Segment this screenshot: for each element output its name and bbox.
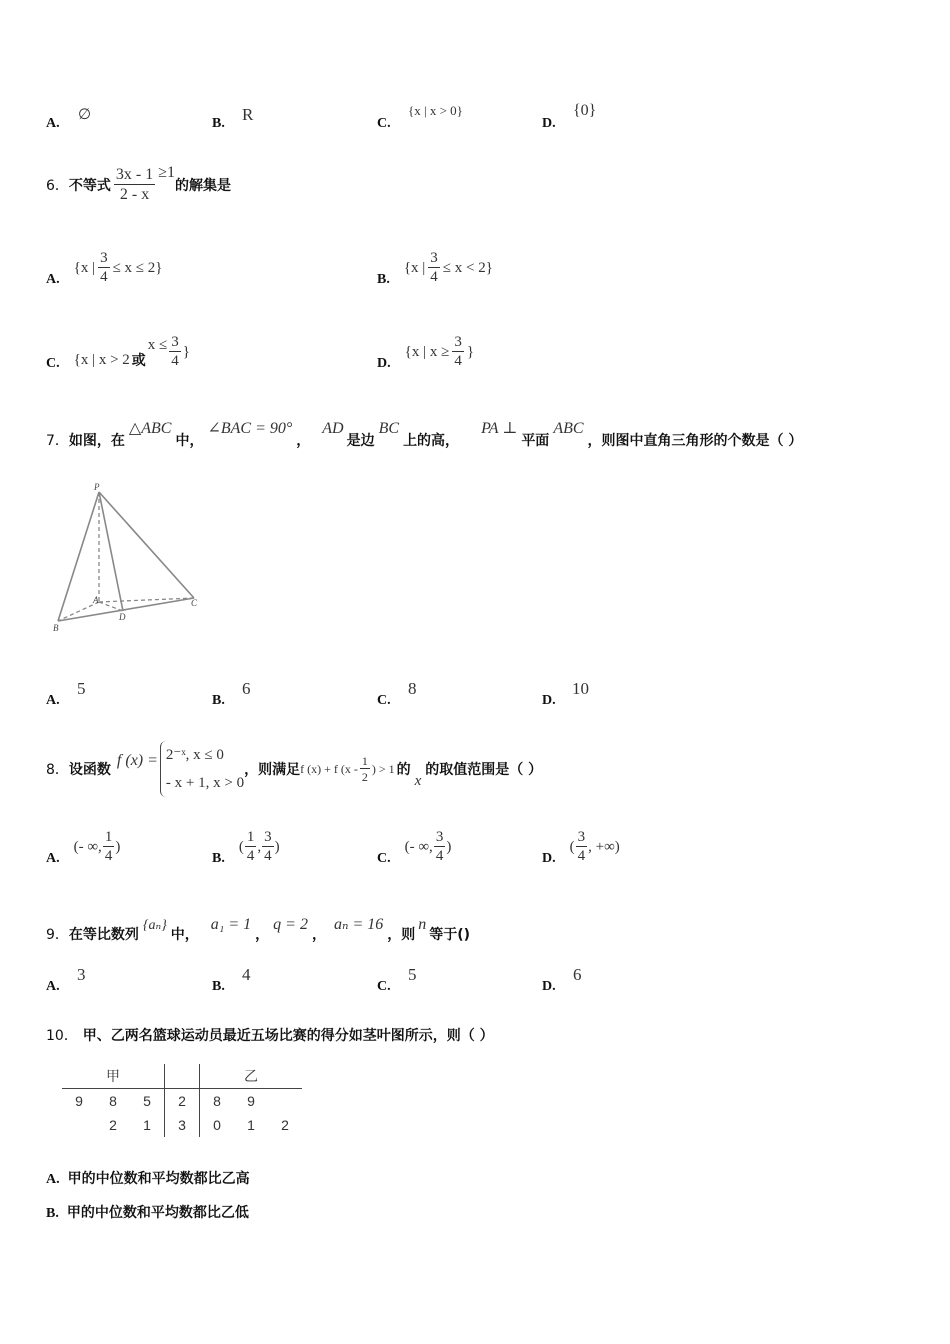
q9-option-b-value: 4 bbox=[242, 965, 251, 984]
q7-options bbox=[0, 676, 950, 716]
q8-option-b-num-1: 1 bbox=[246, 829, 255, 845]
q6-option-b-num: 3 bbox=[430, 250, 438, 266]
q7-math-abc: ABC bbox=[553, 420, 584, 437]
q6-option-b-post: ≤ x < 2} bbox=[442, 259, 493, 276]
q10-option-a-value: 甲的中位数和平均数都比乙高 bbox=[67, 1171, 250, 1187]
q6-option-d-post: } bbox=[466, 343, 475, 360]
q6-option-c-or: 或 bbox=[131, 353, 146, 369]
q8-stem bbox=[46, 738, 542, 800]
q9-option-c-value: 5 bbox=[408, 965, 417, 984]
q6-option-c-den: 4 bbox=[171, 353, 179, 369]
q10-text: 甲、乙两名篮球运动员最近五场比赛的得分如茎叶图所示，则（ ） bbox=[82, 1028, 494, 1044]
q9-text-4: ， bbox=[311, 927, 326, 943]
q6-text-after: 的解集是 bbox=[175, 178, 232, 194]
leaf-right: 2 bbox=[281, 1117, 289, 1133]
q5-option-a-value: ∅ bbox=[78, 107, 92, 123]
q6-option-c-pre2: x ≤ bbox=[147, 336, 168, 353]
q7-math-pa: PA ⊥ bbox=[481, 420, 518, 437]
q10-option-b-value: 甲的中位数和平均数都比乙低 bbox=[66, 1205, 249, 1221]
stem: 2 bbox=[165, 1089, 200, 1114]
q8-option-b-den-1: 4 bbox=[246, 848, 255, 864]
q8-case-2: - x + 1, x > 0 bbox=[165, 775, 245, 791]
q8-option-a-den: 4 bbox=[104, 848, 113, 864]
edge-bc bbox=[58, 598, 194, 621]
point-p-label: P bbox=[94, 482, 100, 492]
stem: 3 bbox=[165, 1113, 200, 1137]
q7-math-bc: BC bbox=[378, 420, 400, 437]
q9-text-5: ，则 bbox=[387, 927, 416, 943]
q6-option-b-label: B. bbox=[377, 272, 390, 287]
q7-option-d-label: D. bbox=[542, 693, 556, 708]
q8-option-d-den: 4 bbox=[577, 848, 586, 864]
q8-condition-pre: f (x) + f (x - bbox=[300, 761, 358, 776]
q6-option-a-post: ≤ x ≤ 2} bbox=[112, 259, 163, 276]
q10-option-a-label: A. bbox=[46, 1172, 60, 1187]
q9-option-d-label: D. bbox=[542, 979, 556, 994]
q7-option-c-label: C. bbox=[377, 693, 391, 708]
q7-text-6: 平面 bbox=[521, 433, 550, 449]
stem-leaf-header-stem bbox=[165, 1064, 200, 1089]
q7-math-ad: AD bbox=[322, 420, 344, 437]
q8-option-c-num: 3 bbox=[435, 829, 444, 845]
q8-option-b-post: ) bbox=[274, 838, 280, 855]
q6-fraction bbox=[114, 167, 155, 203]
q9-math-sequence: {aₙ} bbox=[142, 918, 167, 933]
q8-option-c-pre: (- ∞, bbox=[404, 838, 433, 855]
q8-option-d-num: 3 bbox=[577, 829, 586, 845]
q6-option-a bbox=[46, 243, 163, 293]
q9-option-a-value: 3 bbox=[77, 965, 86, 984]
q9-math-q: q = 2 bbox=[273, 916, 308, 933]
q6-option-b-den: 4 bbox=[430, 269, 438, 285]
q8-option-d-label: D. bbox=[542, 851, 556, 866]
q8-condition-fraction bbox=[360, 755, 370, 783]
q9-option-b-label: B. bbox=[212, 979, 225, 994]
q6-option-d bbox=[377, 327, 474, 377]
q9-stem bbox=[46, 904, 470, 944]
stem-leaf-row bbox=[62, 1089, 302, 1114]
q6-fraction-denominator: 2 - x bbox=[119, 186, 150, 203]
q7-math-angle: ∠BAC = 90° bbox=[207, 420, 293, 437]
leaf-left bbox=[62, 1113, 96, 1137]
q6-option-c-pre: {x | x > 2 bbox=[73, 351, 130, 368]
q6-option-c-post: } bbox=[182, 343, 190, 360]
leaf-right bbox=[268, 1089, 302, 1114]
q7-text-2: 中， bbox=[175, 433, 204, 449]
point-c-label: C bbox=[191, 598, 198, 608]
q6-option-a-label: A. bbox=[46, 272, 60, 287]
q10-number: 10． bbox=[46, 1028, 78, 1044]
leaf-right: 8 bbox=[213, 1093, 221, 1109]
point-b-label: B bbox=[53, 623, 59, 633]
q8-option-a bbox=[46, 822, 120, 872]
edge-ad bbox=[99, 602, 123, 611]
q6-option-d-num: 3 bbox=[454, 334, 462, 350]
q6-option-d-label: D. bbox=[377, 356, 391, 371]
q8-option-c-fraction bbox=[434, 830, 446, 864]
stem-leaf-header-right: 乙 bbox=[244, 1068, 258, 1084]
q9-text-2: 中， bbox=[170, 927, 199, 943]
q7-math-triangle: △ABC bbox=[128, 420, 172, 437]
q7-option-d-value: 10 bbox=[572, 679, 589, 698]
q6-option-c-label: C. bbox=[46, 356, 60, 371]
q9-options bbox=[0, 962, 950, 1002]
stem-leaf-header-left: 甲 bbox=[106, 1068, 120, 1084]
q6-option-b bbox=[377, 243, 493, 293]
q8-option-a-fraction bbox=[103, 830, 115, 864]
q6-option-a-fraction bbox=[98, 251, 110, 285]
q9-math-a1: a₁ = 1 bbox=[210, 916, 252, 933]
q8-option-b-label: B. bbox=[212, 851, 225, 866]
q8-option-b-pre: ( bbox=[238, 838, 244, 855]
q6-option-d-pre: {x | x ≥ bbox=[404, 343, 450, 360]
q9-number: 9． bbox=[46, 927, 69, 943]
q8-option-b-comma: , bbox=[257, 838, 262, 855]
q8-condition-num: 1 bbox=[361, 754, 368, 768]
q5-option-c-label: C. bbox=[377, 116, 391, 131]
q6-option-a-num: 3 bbox=[100, 250, 108, 266]
q8-option-b-fraction-2 bbox=[262, 830, 274, 864]
q6-number: 6． bbox=[46, 178, 69, 194]
q6-option-a-pre: {x | bbox=[73, 259, 96, 276]
leaf-left: 1 bbox=[143, 1117, 151, 1133]
q7-option-a-label: A. bbox=[46, 693, 60, 708]
q8-option-b-fraction-1 bbox=[245, 830, 257, 864]
q8-function-name: f (x) = bbox=[116, 752, 158, 769]
q7-option-a-value: 5 bbox=[77, 679, 86, 698]
q9-option-d-value: 6 bbox=[573, 965, 582, 984]
q8-text-4: 的取值范围是（ ） bbox=[425, 762, 543, 778]
q8-option-d-pre: ( bbox=[569, 838, 575, 855]
q8-number: 8． bbox=[46, 762, 69, 778]
q7-text-7: ，则图中直角三角形的个数是（ ） bbox=[587, 433, 803, 449]
q7-stem bbox=[46, 410, 802, 450]
q6-text-before: 不等式 bbox=[68, 178, 111, 194]
q8-option-a-num: 1 bbox=[104, 829, 113, 845]
q6-option-c-num: 3 bbox=[171, 334, 179, 350]
q7-option-b-label: B. bbox=[212, 693, 225, 708]
q8-option-c-den: 4 bbox=[435, 848, 444, 864]
q9-text-6: 等于() bbox=[429, 927, 471, 943]
q7-text-5: 上的高， bbox=[403, 433, 460, 449]
leaf-right: 1 bbox=[247, 1117, 255, 1133]
q8-option-d bbox=[542, 822, 620, 872]
leaf-left: 9 bbox=[75, 1093, 83, 1109]
q7-pyramid-figure bbox=[48, 478, 218, 638]
q8-text-1: 设函数 bbox=[68, 762, 111, 778]
q6-option-c-fraction bbox=[169, 335, 181, 369]
q10-option-b-label: B. bbox=[46, 1206, 59, 1221]
edge-pc bbox=[99, 492, 194, 598]
q5-option-d-value: {0} bbox=[573, 102, 597, 119]
q8-text-2: ，则满足 bbox=[244, 762, 301, 778]
q7-text-4: 是边 bbox=[346, 433, 375, 449]
q9-math-n: n bbox=[418, 916, 427, 933]
q8-option-a-pre: (- ∞, bbox=[73, 838, 102, 855]
q9-text-1: 在等比数列 bbox=[68, 927, 139, 943]
q10-option-b bbox=[46, 1202, 249, 1222]
q7-text-1: 如图，在 bbox=[68, 433, 125, 449]
leaf-right: 9 bbox=[247, 1093, 255, 1109]
q7-option-c-value: 8 bbox=[408, 679, 417, 698]
q8-option-a-post: ) bbox=[115, 838, 121, 855]
point-a-label: A bbox=[93, 595, 99, 605]
q8-condition-post: ) > 1 bbox=[371, 761, 395, 776]
q8-variable: x bbox=[414, 772, 422, 789]
q8-text-3: 的 bbox=[396, 762, 411, 778]
q5-option-b-value: R bbox=[242, 105, 254, 124]
q9-option-a-label: A. bbox=[46, 979, 60, 994]
q6-option-b-fraction bbox=[428, 251, 440, 285]
q5-option-c-value: {x | x > 0} bbox=[408, 103, 463, 118]
q8-condition-den: 2 bbox=[361, 770, 368, 784]
leaf-left: 2 bbox=[109, 1117, 117, 1133]
q6-option-d-den: 4 bbox=[454, 353, 462, 369]
edge-pd bbox=[99, 492, 123, 611]
leaf-left: 8 bbox=[109, 1093, 117, 1109]
q8-option-a-label: A. bbox=[46, 851, 60, 866]
q6-option-d-fraction bbox=[452, 335, 464, 369]
q5-option-b-label: B. bbox=[212, 116, 225, 131]
q8-option-c bbox=[377, 822, 451, 872]
q10-stem bbox=[46, 1025, 494, 1045]
q5-options bbox=[0, 100, 950, 140]
q8-option-b-den-2: 4 bbox=[264, 848, 272, 864]
q8-option-b-num-2: 3 bbox=[264, 829, 272, 845]
q6-fraction-numerator: 3x - 1 bbox=[115, 166, 154, 183]
q6-option-b-pre: {x | bbox=[403, 259, 426, 276]
q7-text-3: ， bbox=[296, 433, 311, 449]
q9-option-c-label: C. bbox=[377, 979, 391, 994]
q8-option-c-post: ) bbox=[446, 838, 452, 855]
q10-option-a bbox=[46, 1168, 250, 1188]
q7-option-b-value: 6 bbox=[242, 679, 251, 698]
q6-relation: ≥1 bbox=[158, 164, 176, 181]
q5-option-a-label: A. bbox=[46, 116, 60, 131]
leaf-right: 0 bbox=[213, 1117, 221, 1133]
q8-option-b bbox=[212, 822, 280, 872]
q8-option-c-label: C. bbox=[377, 851, 391, 866]
point-d-label: D bbox=[119, 612, 126, 622]
stem-leaf-header bbox=[62, 1064, 302, 1089]
stem-leaf-row bbox=[62, 1113, 302, 1137]
stem-leaf-table bbox=[62, 1064, 302, 1137]
q8-case-1: 2⁻ˣ, x ≤ 0 bbox=[165, 747, 224, 763]
q7-number: 7． bbox=[46, 433, 69, 449]
q8-piecewise bbox=[160, 741, 244, 797]
q9-text-3: ， bbox=[255, 927, 270, 943]
q9-math-an: aₙ = 16 bbox=[333, 916, 384, 933]
q6-option-c bbox=[46, 327, 190, 377]
q8-option-d-post: , +∞) bbox=[588, 838, 620, 855]
q6-option-a-den: 4 bbox=[100, 269, 108, 285]
q6-stem bbox=[46, 160, 231, 210]
q5-option-d-label: D. bbox=[542, 116, 556, 131]
q8-option-d-fraction bbox=[576, 830, 588, 864]
leaf-left: 5 bbox=[143, 1093, 151, 1109]
